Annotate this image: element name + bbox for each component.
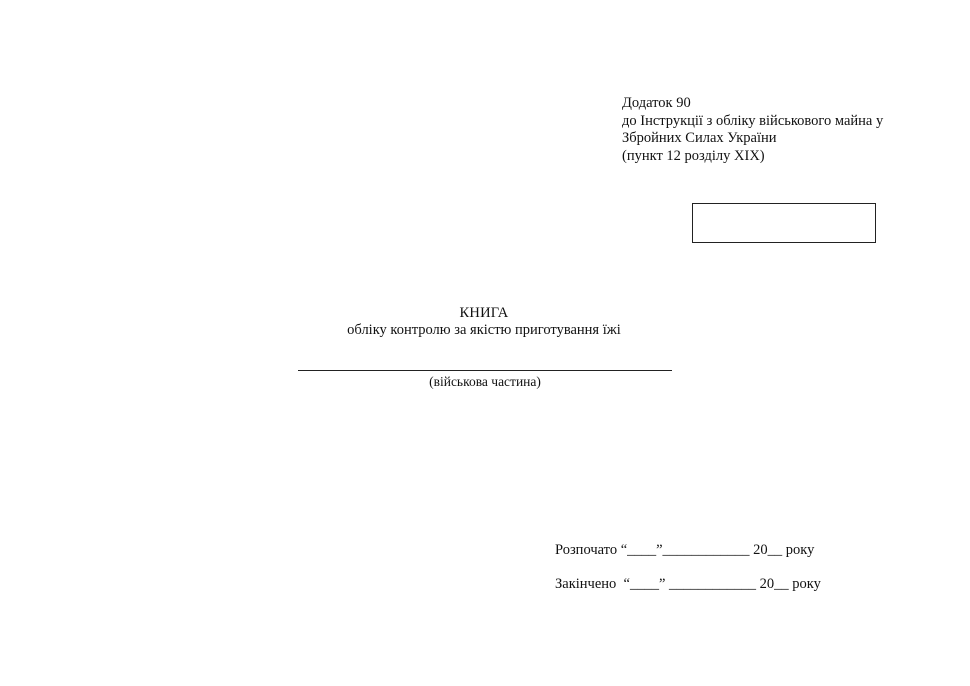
book-subtitle: обліку контролю за якістю приготування їжі	[347, 322, 621, 338]
annex-forces-line: Збройних Силах України	[622, 130, 777, 146]
book-title: КНИГА	[459, 305, 509, 321]
annex-reference	[622, 95, 942, 165]
annex-clause-line: (пункт 12 розділу XIX)	[622, 147, 765, 164]
annex-instruction-line: до Інструкції з обліку військового майна у	[622, 112, 884, 129]
registration-box	[692, 203, 876, 243]
title-block	[284, 305, 684, 339]
military-unit-caption: (військова частина)	[429, 374, 541, 389]
finished-date-line: Закінчено “____” ____________ 20__ року	[555, 576, 821, 592]
annex-number: Додаток 90	[622, 95, 691, 111]
started-date-line: Розпочато “____”____________ 20__ року	[555, 542, 815, 558]
military-unit-blank-line	[298, 370, 672, 371]
